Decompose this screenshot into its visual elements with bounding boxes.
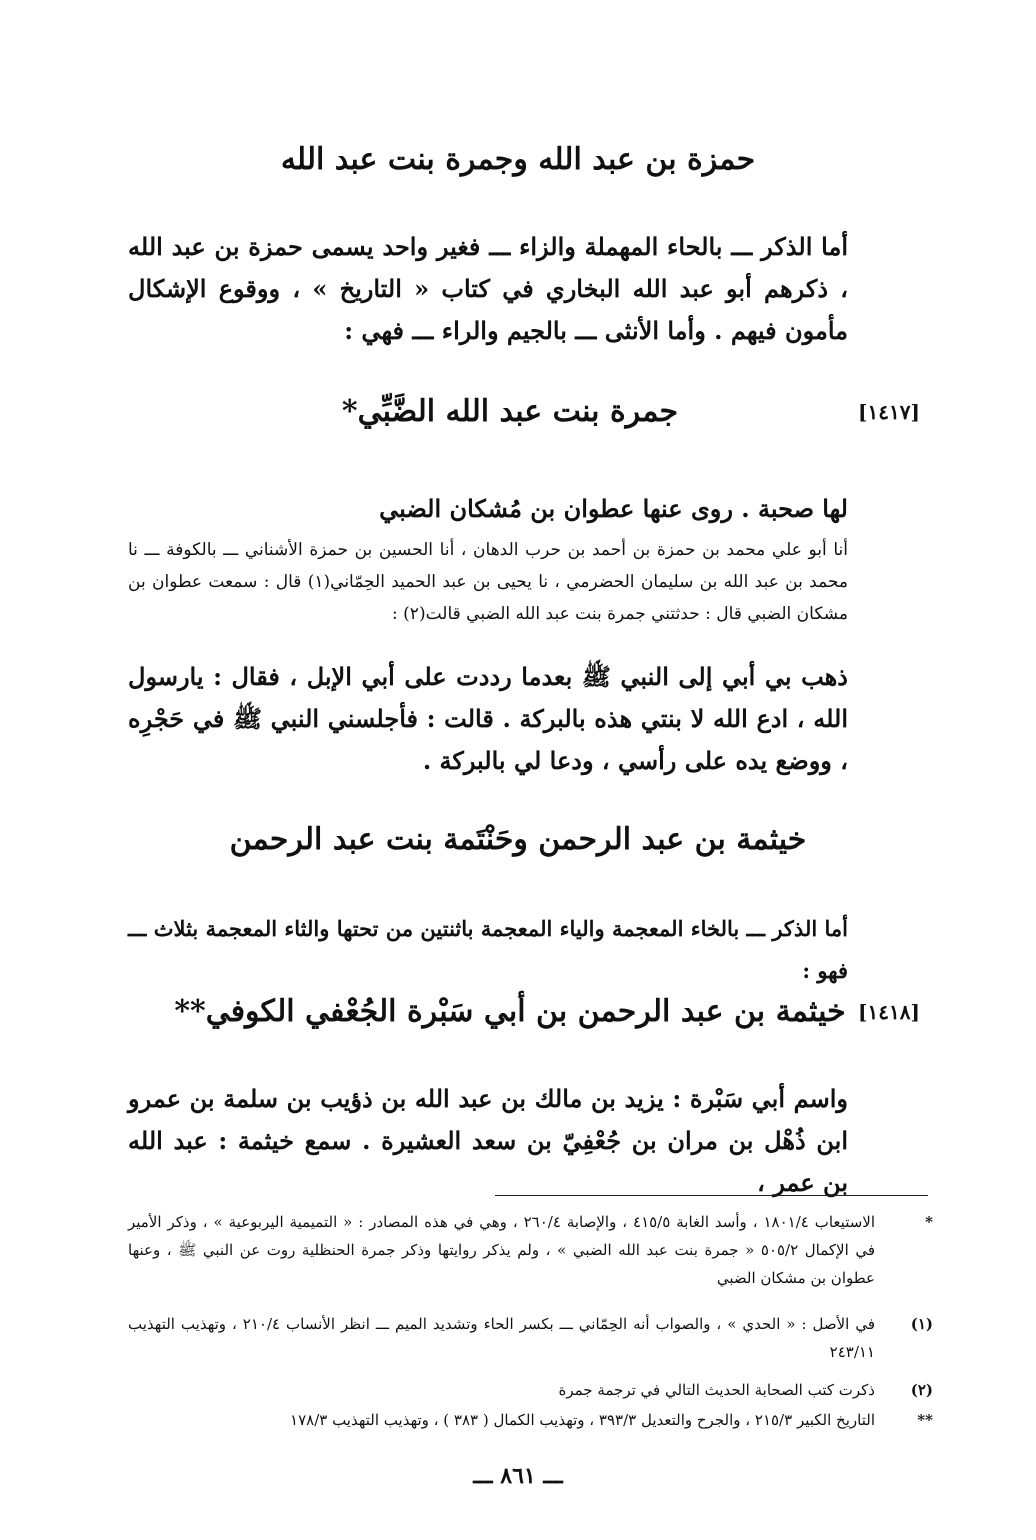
entry-title: خيثمة بن عبد الرحمن بن أبي سَبْرة الجُعْفي الكوفي**	[174, 994, 846, 1029]
entry-title: جمرة بنت عبد الله الضَّبِّي*	[341, 394, 679, 429]
intro-paragraph-2: أما الذكر ـــ بالخاء المعجمة والياء المعجمة باثنتين من تحتها والثاء المعجمة بثلاث ـــ فهو :	[128, 916, 848, 983]
page-number: ـــ ٨٦١ ـــ	[473, 1463, 563, 1489]
hadith-text: ذهب بي أبي إلى النبي ﷺ بعدما رددت على أبي الإبل ، فقال : يارسول الله ، ادع الله لا بنتي هذه بالبركة . قالت : فأجلسني النبي ﷺ في حَجْرِه ، ووضع يده على رأسي ، ودعا لي بالبركة .	[128, 662, 848, 775]
chain-of-narration: أنا أبو علي محمد بن حمزة بن أحمد بن حرب الدهان ، أنا الحسين بن حمزة الأشناني ـــ بالكوفة ـــ نا محمد بن عبد الله بن سليمان الحضرمي ، نا يحيى بن عبد الحميد الحِمّاني(١) قال : سمعت عطوان بن مشكان الضبي قال : حدثتني جمرة بنت عبد الله الضبي قالت(٢) :	[128, 540, 848, 624]
footnote-mark: (١)	[910, 1315, 933, 1333]
entry-header-1418	[0, 992, 1036, 1038]
footnote-text: في الأصل : « الحدي » ، والصواب أنه الحِمّاني ـــ بكسر الحاء وتشديد الميم ـــ انظر الأنساب ٢١٠/٤ ، وتهذيب التهذيب ٢٤٣/١١	[128, 1315, 875, 1361]
entry-header-1417	[0, 392, 1036, 438]
entry-number: [١٤١٧]	[858, 400, 920, 424]
footnote-separator	[495, 1195, 928, 1196]
footnote	[128, 1376, 933, 1404]
footnote	[128, 1208, 933, 1292]
footnote-text: الاستيعاب ١٨٠١/٤ ، وأسد الغابة ٤١٥/٥ ، والإصابة ٢٦٠/٤ ، وهي في هذه المصادر : « التميمية اليربوعية » ، وذكر الأمير في الإكمال ٥٠٥/٢ « جمرة بنت عبد الله الضبي » ، ولم يذكر روايتها وذكر جمرة الحنظلية روت عن النبي ﷺ ، وعنها عطوان بن مشكان الضبي	[128, 1213, 876, 1287]
footnote	[128, 1406, 933, 1434]
section-heading-khaythama: خيثمة بن عبد الرحمن وحَنْتَمة بنت عبد الرحمن	[229, 822, 807, 857]
footnote-mark: *	[925, 1213, 933, 1231]
footnote-text: التاريخ الكبير ٢١٥/٣ ، والجرح والتعديل ٣٩٣/٣ ، وتهذيب الكمال ( ٣٨٣ ) ، وتهذيب التهذيب ١٧٨/٣	[290, 1411, 875, 1429]
intro-paragraph-1: أما الذكر ـــ بالحاء المهملة والزاء ـــ فغير واحد يسمى حمزة بن عبد الله ، ذكرهم أبو عبد الله البخاري في كتاب « التاريخ » ، ووقوع الإشكال مأمون فيهم . وأما الأنثى ـــ بالجيم والراء ـــ فهي :	[128, 232, 848, 345]
footnote	[128, 1310, 933, 1366]
footnote-mark: **	[917, 1411, 933, 1429]
footnote-text: ذكرت كتب الصحابة الحديث التالي في ترجمة جمرة	[558, 1381, 875, 1399]
entry-number: [١٤١٨]	[858, 1000, 920, 1024]
footnote-mark: (٢)	[910, 1381, 933, 1399]
section-heading-hamza-jamra: حمزة بن عبد الله وجمرة بنت عبد الله	[280, 142, 756, 177]
entry-lead: لها صحبة . روى عنها عطوان بن مُشكان الضبي	[379, 494, 848, 523]
entry-text: واسم أبي سَبْرة : يزيد بن مالك بن عبد الله بن ذؤيب بن سلمة بن عمرو ابن ذُهْل بن مران بن جُعْفِيّ بن سعد العشيرة . سمع خيثمة : عبد الله بن عمر ،	[128, 1084, 848, 1197]
